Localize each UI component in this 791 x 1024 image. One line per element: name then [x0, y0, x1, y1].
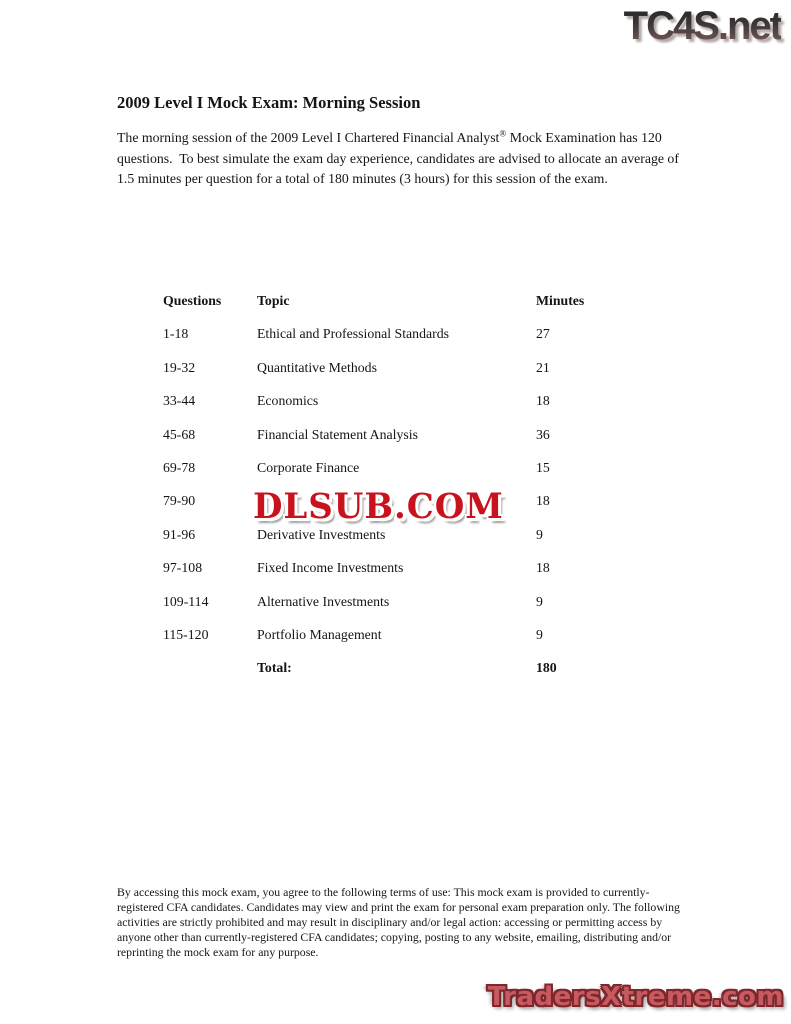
- table-row: [163, 627, 643, 660]
- minutes-value: 9: [536, 626, 543, 642]
- total-label: Total:: [257, 660, 292, 676]
- intro-text-part1: The morning session of the 2009 Level I Chartered Financial Analyst: [117, 130, 500, 145]
- topic-name: Corporate Finance: [257, 459, 360, 475]
- table-header-row: [163, 293, 643, 326]
- table-row: [163, 427, 643, 460]
- questions-range: 19-32: [163, 359, 196, 375]
- minutes-value: 27: [536, 326, 550, 342]
- minutes-value: 9: [536, 593, 543, 609]
- questions-range: 45-68: [163, 426, 196, 442]
- questions-range: 115-120: [163, 626, 209, 642]
- table-row: [163, 360, 643, 393]
- table-row: [163, 594, 643, 627]
- page-title: 2009 Level I Mock Exam: Morning Session: [117, 93, 421, 112]
- table-row: [163, 326, 643, 359]
- column-header-questions: Questions: [163, 293, 222, 308]
- questions-range: 97-108: [163, 560, 203, 576]
- column-header-topic: Topic: [257, 293, 290, 308]
- tc4s-watermark-logo: TC4S.net: [623, 4, 781, 48]
- column-header-minutes: Minutes: [536, 293, 585, 308]
- topic-name: Fixed Income Investments: [257, 560, 404, 576]
- questions-range: 91-96: [163, 526, 196, 542]
- minutes-value: 18: [536, 393, 550, 409]
- questions-range: 109-114: [163, 593, 209, 609]
- questions-range: 1-18: [163, 326, 189, 342]
- tradersxtreme-watermark-logo: TradersXtreme.com: [487, 982, 784, 1012]
- questions-range: 33-44: [163, 393, 196, 409]
- topic-name: Quantitative Methods: [257, 359, 377, 375]
- table-row: [163, 560, 643, 593]
- minutes-value: 18: [536, 560, 550, 576]
- intro-paragraph: [117, 128, 683, 190]
- intro-text-part2: Mock Examination has 120 questions. To best simulate the exam day experience, candidates are advised to allocate an average of 1.5 minutes per question for a total of 180 minutes (3 hours) for this session of the exam.: [117, 130, 683, 187]
- minutes-value: 15: [536, 459, 550, 475]
- questions-range: 79-90: [163, 493, 196, 509]
- terms-of-use-paragraph: By accessing this mock exam, you agree to the following terms of use: This mock exam is provided to currently-registered CFA candidates. Candidates may view and print the exam for personal exam preparation only. The following activities are strictly prohibited and may result in disciplinary and/or legal action: accessing or permitting access by anyone other than currently-registered CFA candidates; copying, posting to any website, emailing, distributing and/or reprinting the mock exam for any purpose.: [117, 885, 680, 960]
- registered-trademark-symbol: ®: [499, 128, 507, 139]
- total-minutes-value: 180: [536, 660, 557, 676]
- topic-name: Portfolio Management: [257, 626, 382, 642]
- topic-name: Ethical and Professional Standards: [257, 326, 449, 342]
- minutes-value: 9: [536, 526, 543, 542]
- questions-range: 69-78: [163, 459, 196, 475]
- table-row: [163, 393, 643, 426]
- topic-name: Financial Statement Analysis: [257, 426, 418, 442]
- dlsub-watermark-logo: DLSUB.COM: [253, 486, 504, 527]
- topic-name: Economics: [257, 393, 319, 409]
- minutes-value: 36: [536, 426, 550, 442]
- topic-name: Alternative Investments: [257, 593, 390, 609]
- table-total-row: [163, 660, 643, 693]
- table-row: [163, 527, 643, 560]
- minutes-value: 18: [536, 493, 550, 509]
- topic-name: Derivative Investments: [257, 526, 386, 542]
- minutes-value: 21: [536, 359, 550, 375]
